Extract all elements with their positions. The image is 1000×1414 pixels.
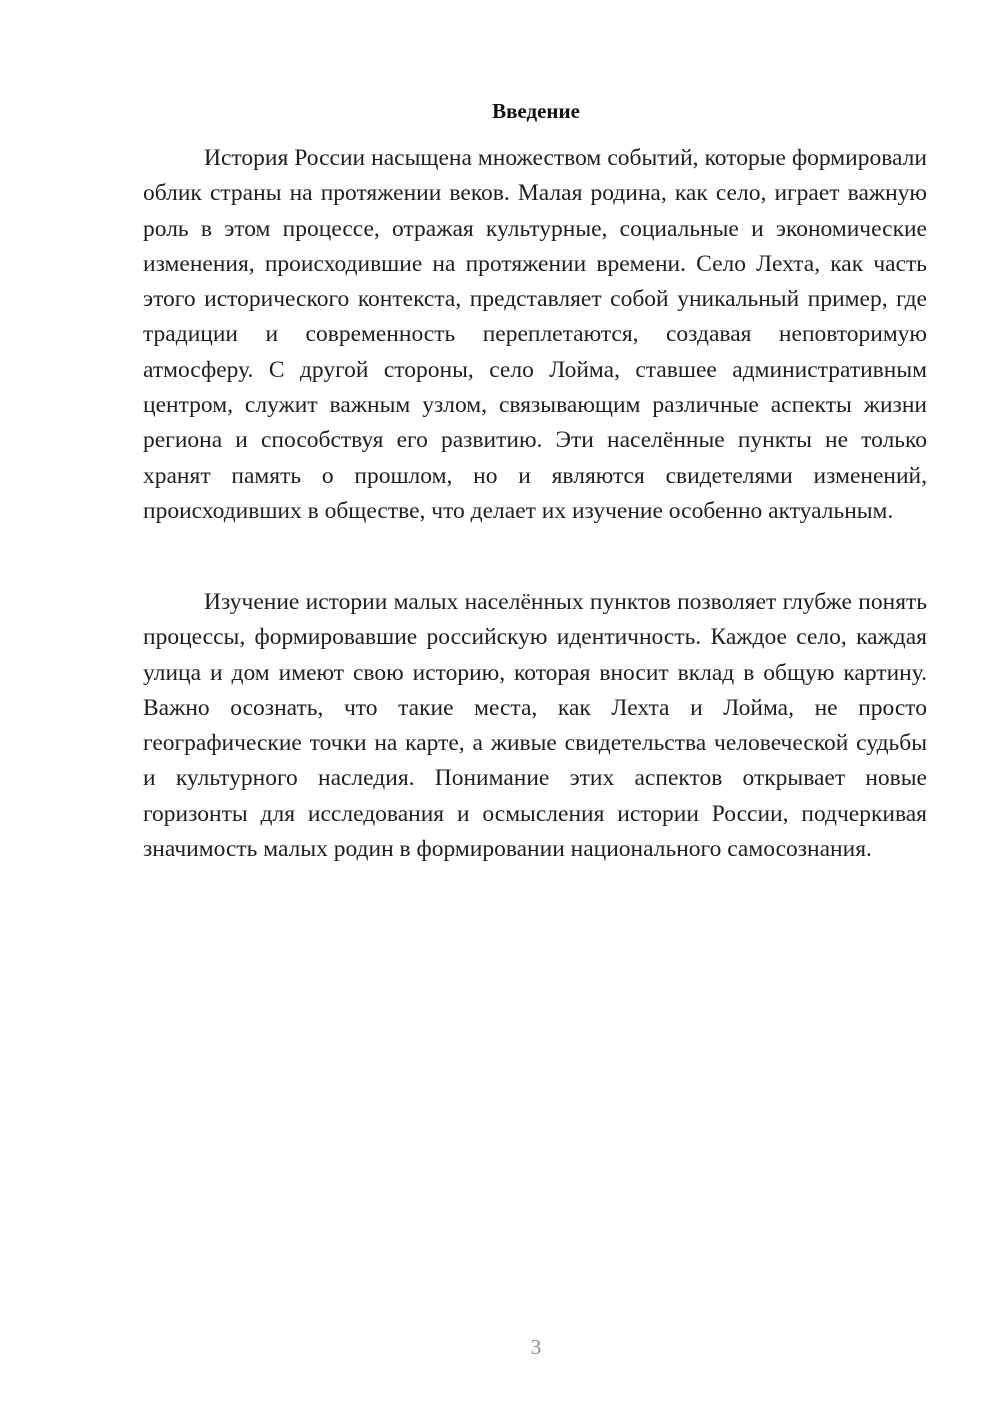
section-heading: Введение (492, 99, 580, 123)
intro-paragraph-1: История России насыщена множеством событий, которые формировали облик страны на протяжении веков. Малая родина, как село, играет важную роль в этом процессе, отражая культурные, социальные и экономические изменения, происходившие на протяжении времени. Село Лехта, как часть этого исторического контекста, представляет собой уникальный пример, где традиции и современность переплетаются, создавая неповторимую атмосферу. С другой стороны, село Лойма, ставшее административным центром, служит важным узлом, связывающим различные аспекты жизни региона и способствуя его развитию. Эти населённые пункты не только хранят память о прошлом, но и являются свидетелями изменений, происходивших в обществе, что делает их изучение особенно актуальным. (143, 145, 927, 524)
page-number: 3 (530, 1335, 542, 1359)
intro-paragraph-2: Изучение истории малых населённых пунктов позволяет глубже понять процессы, формировавшие российскую идентичность. Каждое село, каждая улица и дом имеют свою историю, которая вносит вклад в общую картину. Важно осознать, что такие места, как Лехта и Лойма, не просто географические точки на карте, а живые свидетельства человеческой судьбы и культурного наследия. Понимание этих аспектов открывает новые горизонты для исследования и осмысления истории России, подчеркивая значимость малых родин в формировании национального самосознания. (143, 589, 927, 863)
